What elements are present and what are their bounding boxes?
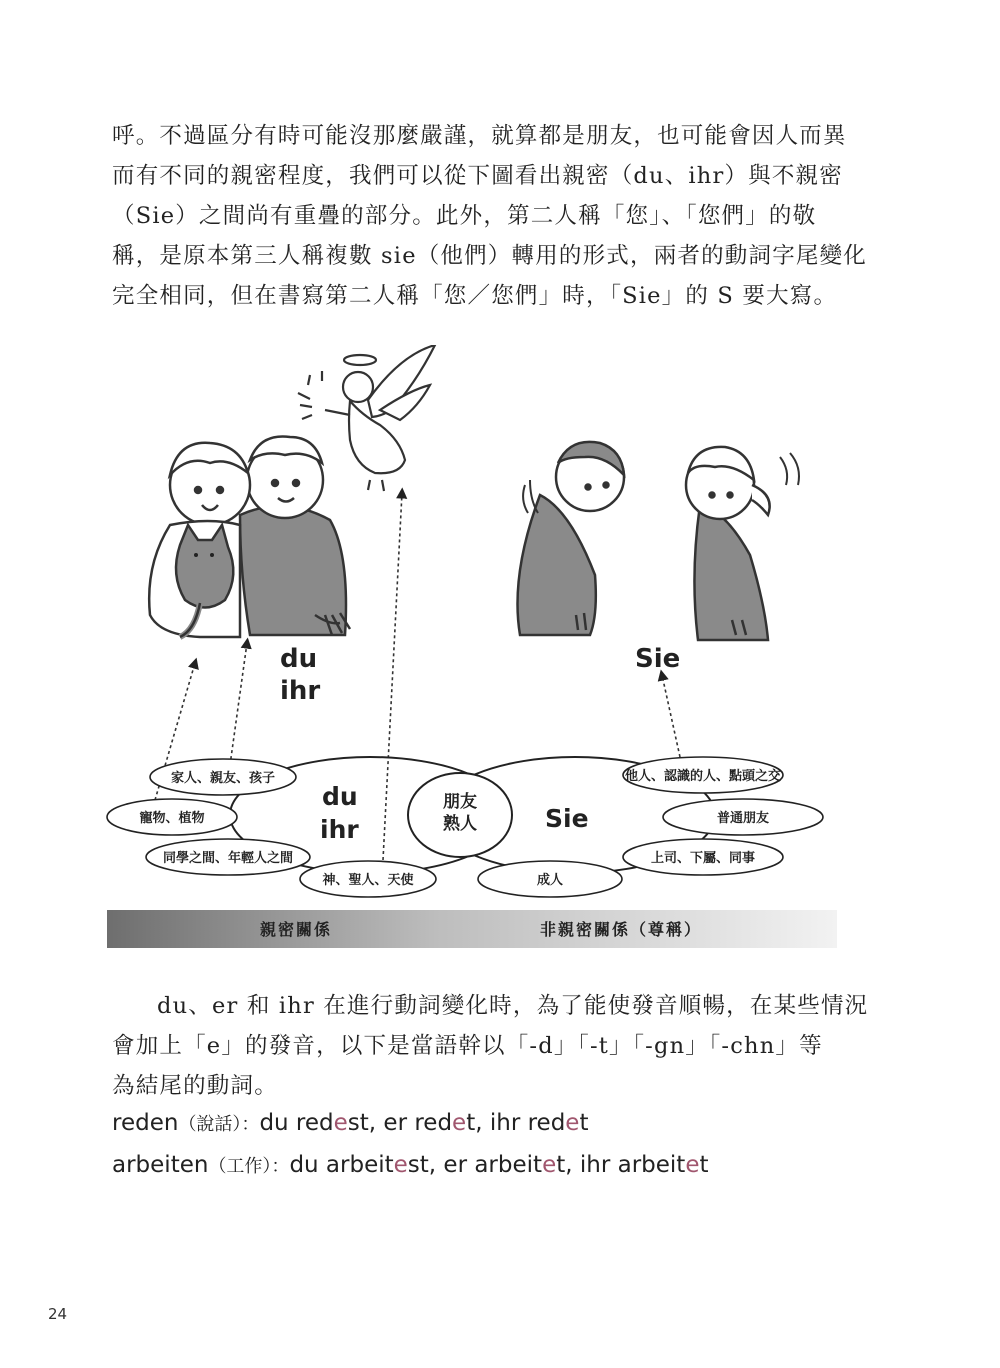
item-adults: 成人 — [536, 873, 564, 888]
conj-ending: st, — [407, 1152, 437, 1178]
item-family-friends-children: 家人、親友、孩子 — [170, 771, 276, 786]
example-reden — [112, 1110, 588, 1136]
intro-line: 稱，是原本第三人稱複數 sie（他們）轉用的形式，兩者的動詞字尾變化 — [112, 243, 868, 269]
overlap-friends: 朋友 — [443, 792, 477, 812]
item-others-acquaintances: 他人、認識的人、點頭之交 — [624, 769, 782, 784]
right-circle-sie: Sie — [545, 804, 589, 833]
relationship-figure — [100, 345, 845, 955]
conj-ending: st, — [347, 1110, 377, 1136]
conj-highlight: e — [685, 1152, 700, 1178]
conj-stem: er red — [383, 1110, 453, 1136]
second-line: du、er 和 ihr 在進行動詞變化時，為了能使發音順暢，在某些情況 — [157, 993, 869, 1019]
conj-stem: du red — [259, 1110, 334, 1136]
band-formal-label: 非親密關係（尊稱） — [540, 920, 703, 939]
conj-ending: t, — [556, 1152, 573, 1178]
overlap-acquaintances: 熟人 — [443, 814, 477, 834]
conj-highlight: e — [393, 1152, 408, 1178]
relationship-band — [107, 910, 837, 948]
intro-line: （Sie）之間尚有重疊的部分。此外，第二人稱「您」、「您們」的敬 — [112, 203, 817, 229]
item-ordinary-friends: 普通朋友 — [716, 811, 770, 826]
conj-form — [259, 1110, 376, 1136]
conj-ending: t — [579, 1110, 589, 1136]
conj-highlight: e — [452, 1110, 467, 1136]
conj-ending: t — [699, 1152, 709, 1178]
band-intimate-label: 親密關係 — [260, 920, 333, 939]
example-arbeiten — [112, 1152, 709, 1178]
conj-stem: er arbeit — [443, 1152, 543, 1178]
item-boss-colleagues: 上司、下屬、同事 — [650, 851, 756, 866]
left-circle-du: du — [322, 782, 358, 811]
conj-form — [580, 1152, 709, 1178]
conj-highlight: e — [333, 1110, 348, 1136]
conj-form — [490, 1110, 589, 1136]
example-gloss: （工作）： — [208, 1156, 290, 1177]
conj-stem: ihr arbeit — [579, 1152, 686, 1178]
intimate-label-du: du — [280, 644, 318, 674]
example-verb: reden — [112, 1110, 179, 1136]
second-paragraph — [112, 986, 869, 1106]
second-line: 為結尾的動詞。 — [112, 1073, 278, 1099]
item-gods-saints-angels: 神、聖人、天使 — [322, 873, 414, 888]
intro-line: 而有不同的親密程度，我們可以從下圖看出親密（du、ihr）與不親密 — [112, 163, 843, 189]
intro-line: 呼。不過區分有時可能沒那麼嚴謹，就算都是朋友，也可能會因人而異 — [112, 123, 847, 149]
conj-highlight: e — [542, 1152, 557, 1178]
left-circle-ihr: ihr — [320, 815, 359, 844]
formal-label-sie: Sie — [635, 644, 681, 674]
conj-ending: t, — [466, 1110, 483, 1136]
example-verb: arbeiten — [112, 1152, 209, 1178]
conj-highlight: e — [565, 1110, 580, 1136]
intro-line: 完全相同，但在書寫第二人稱「您／您們」時，「Sie」的 S 要大寫。 — [112, 283, 838, 309]
item-classmates-youth: 同學之間、年輕人之間 — [162, 851, 294, 866]
item-pets-plants: 寵物、植物 — [139, 811, 205, 826]
arrow-family — [230, 643, 247, 765]
second-line: 會加上「e」的發音，以下是當語幹以「-d」「-t」「-gn」「-chn」等 — [112, 1033, 823, 1059]
intimate-label-ihr: ihr — [280, 676, 321, 706]
friends-illustration — [149, 436, 350, 637]
conj-form — [383, 1110, 482, 1136]
intro-paragraph — [112, 116, 868, 316]
arrow-acquaintances — [662, 675, 680, 757]
example-gloss: （說話）： — [178, 1114, 260, 1135]
conj-form — [443, 1152, 572, 1178]
conj-form — [289, 1152, 436, 1178]
conj-stem: du arbeit — [289, 1152, 394, 1178]
bowing-people-illustration — [518, 442, 800, 640]
conj-stem: ihr red — [489, 1110, 566, 1136]
page-number: 24 — [48, 1305, 68, 1323]
arrow-gods — [383, 493, 402, 860]
